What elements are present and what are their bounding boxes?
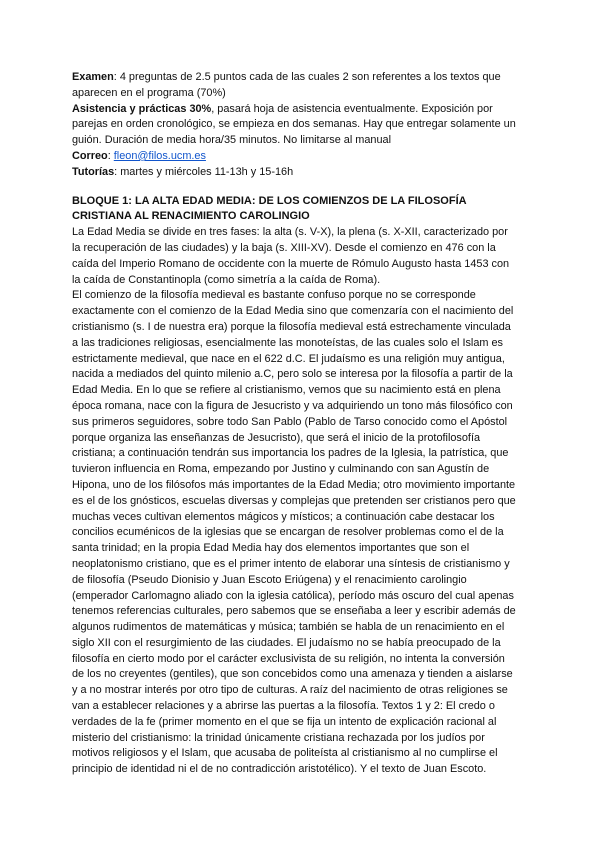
paragraph-line: motivos religiosos y el Islam, que acusaba de politeísta al cristianismo al no cumplirse el — [72, 747, 498, 760]
paragraph-line: de filosofía (Pseudo Dionisio y Juan Escoto Eriúgena) y el renacimiento carolingio — [72, 573, 467, 586]
paragraph-line: exactamente con el comienzo de la Edad Media sino que comenzaría con el nacimiento del — [72, 305, 514, 318]
paragraph-line: porque organiza las enseñanzas de Jesucristo), que será el inicio de la protofilosofía — [72, 431, 481, 444]
paragraph-line: de los no creyentes (gentiles), que son concebidos como una amenaza y tienden a aislarse — [72, 668, 513, 681]
correo-label: Correo — [72, 149, 108, 162]
correo-line: Correo: fleon@filos.ucm.es — [72, 149, 206, 162]
paragraph-line: (emperador Carlomagno aliado con la iglesia católica), período más oscuro del cual apenas — [72, 589, 514, 602]
email-link[interactable]: fleon@filos.ucm.es — [113, 149, 206, 162]
paragraph-line: tuvieron influencia en Roma, empezando por Justino y culminando con san Agustín de — [72, 463, 490, 476]
paragraph-line: cristianismo (s. I de nuestra era) porque la filosofía medieval está estrechamente vinculada — [72, 320, 511, 333]
paragraph-line: concilios ecuménicos de la iglesias que se encargan de resolver problemas como el de la — [72, 526, 504, 539]
section-title-line-1: BLOQUE 1: LA ALTA EDAD MEDIA: DE LOS COMIENZOS DE LA FILOSOFÍA — [72, 194, 467, 207]
paragraph-line: la caída de Constantinopla (como simetría a la caída de Roma). — [72, 273, 381, 286]
paragraph-line: estrictamente medieval, que nace en el 622 d.C. El judaísmo es una religión muy antigua, — [72, 352, 505, 365]
paragraph-line: nacida a mediados del quinto milenio a.C, pero solo se interesa por la filosofía a partir de la — [72, 368, 513, 381]
examen-line-2: aparecen en el programa (70%) — [72, 86, 226, 99]
paragraph-1 — [72, 225, 528, 288]
paragraph-line: tenemos referencias culturales, pero sabemos que se enseñaba a leer y escribir además de — [72, 605, 516, 618]
spacer — [72, 181, 528, 194]
paragraph-line: siglo XII con el resurgimiento de las ciudades. El judaísmo no se había preocupado de la — [72, 636, 501, 649]
paragraph-line: van a establecer relaciones y a abrirse las puertas a la filosofía. Textos 1 y 2: El credo o — [72, 700, 495, 713]
paragraph-line: misterio del cristianismo: la trinidad únicamente cristiana rechazada por los judíos por — [72, 731, 485, 744]
paragraph-2 — [72, 288, 528, 778]
examen-line-1: Examen: 4 preguntas de 2.5 puntos cada de las cuales 2 son referentes a los textos que — [72, 71, 501, 83]
paragraph-line: caída del Imperio Romano de occidente con la muerte de Rómulo Augusto hasta 1453 con — [72, 257, 510, 270]
paragraph-line: es el de los gnósticos, escuelas diversas y complejas que pretenden ser cristianos pero que — [72, 494, 516, 507]
paragraph-line: cristiana; a continuación tendrán sus importancia los padres de la Iglesia, la patrística, que — [72, 447, 509, 460]
paragraph-line: y a no mostrar interés por otro tipo de culturas. A raíz del nacimiento de otras religiones se — [72, 684, 508, 697]
paragraph-line: época romana, nace con la figura de Jesucristo y va adquiriendo un tono más filosófico con — [72, 399, 513, 412]
paragraph-line: verdades de la fe (primer momento en el que se fija un intento de explicación racional al — [72, 715, 497, 728]
paragraph-line: la recuperación de las ciudades) y la baja (s. XIII-XV). Desde el comienzo en 476 con la — [72, 241, 496, 254]
section-title-line-2: CRISTIANA AL RENACIMIENTO CAROLINGIO — [72, 210, 310, 223]
paragraph-line: principio de identidad ni el de no contradicción aristotélico). Y el texto de Juan Escoto. — [72, 763, 487, 776]
paragraph-line: filosofía en cierto modo por el carácter exclusivista de su religión, no intenta la conversión — [72, 652, 505, 665]
asistencia-line-2: parejas en orden cronológico, se empieza en dos semanas. Hay que entregar solamente un — [72, 118, 516, 131]
tutorias-label: Tutorías — [72, 165, 115, 178]
paragraph-line: santa trinidad; en la propia Edad Media hay dos elementos importantes que son el — [72, 542, 470, 555]
asistencia-label: Asistencia y prácticas — [72, 102, 187, 115]
paragraph-line: El comienzo de la filosofía medieval es bastante confuso porque no se corresponde — [72, 289, 476, 302]
asistencia-line-3: guión. Duración de media hora/35 minutos. No limitarse al manual — [72, 134, 392, 147]
paragraph-line: a las tradiciones religiosas, esencialmente las monoteístas, de las cuales solo el Islam es — [72, 336, 503, 349]
paragraph-line: muchas veces cultivan elementos mágicos y místicos; a continuación cabe destacar los — [72, 510, 495, 523]
paragraph-line: Hipona, uno de los filósofos más importantes de la Edad Media; otro movimiento importante — [72, 478, 516, 491]
paragraph-line: Edad Media. En lo que se refiere al cristianismo, vemos que su nacimiento está en plena — [72, 384, 501, 397]
examen-label: Examen — [72, 71, 114, 83]
paragraph-line: neoplatonismo cristiano, que es el primer intento de elaborar una síntesis de cristianismo y — [72, 557, 510, 570]
asistencia-line-1: Asistencia y prácticas 30%, pasará hoja de asistencia eventualmente. Exposición por — [72, 102, 493, 115]
tutorias-line: Tutorías: martes y miércoles 11-13h y 15-16h — [72, 165, 294, 178]
paragraph-line: algunos rudimentos de matemáticas y música; también se habla de un renacimiento en el — [72, 621, 505, 634]
paragraph-line: sus primeros seguidores, sobre todo San Pablo (Pablo de Tarso conocido como el Apóstol — [72, 415, 508, 428]
paragraph-line: La Edad Media se divide en tres fases: la alta (s. V-X), la plena (s. X-XII, caracterizado por — [72, 226, 508, 239]
